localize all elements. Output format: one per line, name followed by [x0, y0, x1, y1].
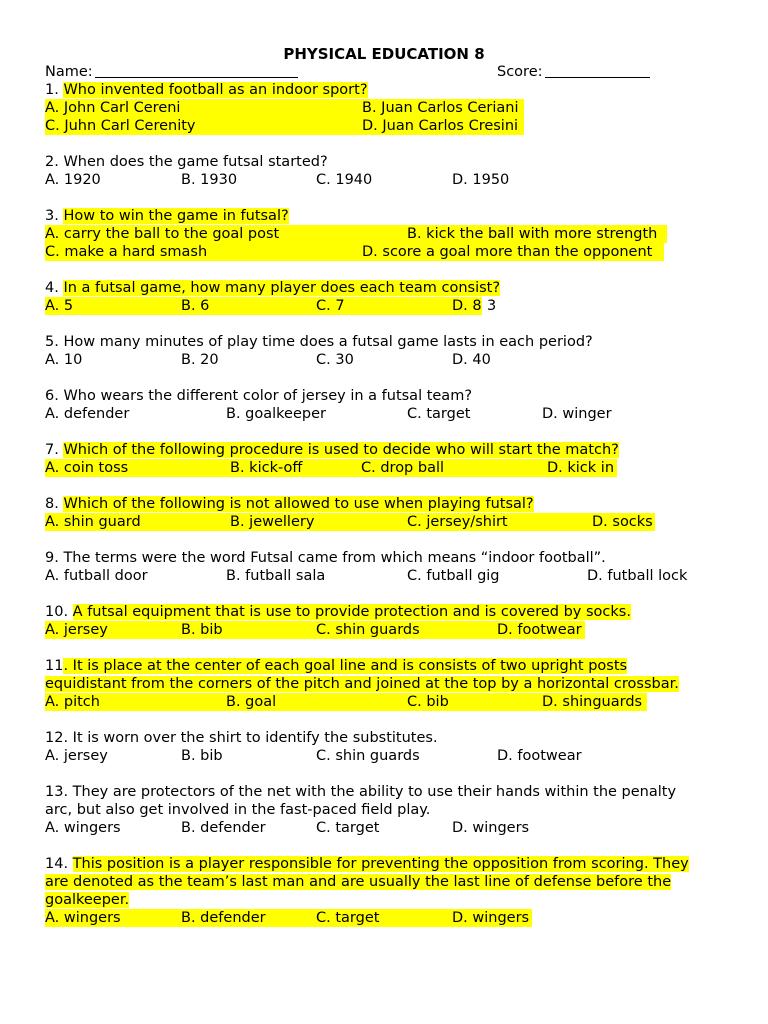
question-12: 12. It is worn over the shirt to identify the substitutes. [45, 730, 438, 746]
question-4-options [45, 297, 735, 315]
question-11: 11. It is place at the center of each goal line and is consists of two upright posts [45, 658, 628, 674]
option: A. coin toss [45, 459, 230, 477]
question-6-text: Who wears the different color of jersey in a futsal team? [63, 388, 473, 404]
option: C. shin guards [316, 621, 497, 639]
question-14-line3: goalkeeper. [45, 892, 130, 908]
quiz-page [45, 45, 735, 927]
question-3: 3. How to win the game in futsal? [45, 208, 289, 224]
question-8-options [45, 513, 735, 531]
option: B. goal [226, 693, 407, 711]
score-blank [545, 64, 650, 78]
option: D. winger [542, 406, 612, 422]
option: C. bib [407, 693, 542, 711]
option: A. futball door [45, 568, 148, 584]
question-5-options [45, 351, 735, 369]
question-13-line2: arc, but also get involved in the fast-paced field play. [45, 802, 431, 818]
option: B. defender [181, 820, 266, 836]
option: D. Juan Carlos Cresini [362, 117, 524, 135]
option: A. jersey [45, 748, 108, 764]
option: A. pitch [45, 693, 226, 711]
option: A. wingers [45, 820, 121, 836]
question-14-options [45, 909, 735, 927]
option: C. target [407, 406, 471, 422]
option: C. make a hard smash [45, 243, 362, 261]
option: A. 5 [45, 297, 181, 315]
option: A. defender [45, 406, 130, 422]
question-6: 6. Who wears the different color of jersey in a futsal team? [45, 388, 473, 404]
question-3-options-row1 [45, 225, 735, 243]
option: B. kick the ball with more strength [407, 225, 667, 243]
option: B. 20 [181, 352, 219, 368]
question-2: 2. When does the game futsal started? [45, 154, 328, 170]
question-14: 14. This position is a player responsible for preventing the opposition from scoring. They [45, 856, 689, 872]
option: C. 7 [316, 297, 452, 315]
option: A. shin guard [45, 513, 230, 531]
question-4: 4. In a futsal game, how many player does each team consist? [45, 280, 501, 296]
option: D. footwear [497, 621, 585, 639]
question-3-options-row2 [45, 243, 735, 261]
question-1-options-row1 [45, 99, 735, 117]
question-9-options [45, 567, 735, 585]
option: B. 6 [181, 297, 316, 315]
option: B. Juan Carlos Ceriani [362, 99, 524, 117]
option: C. drop ball [361, 459, 547, 477]
option: D. score a goal more than the opponent [362, 243, 664, 261]
option: C. shin guards [316, 748, 420, 764]
question-2-text: When does the game futsal started? [63, 154, 328, 170]
option: A. wingers [45, 909, 181, 927]
question-9: 9. The terms were the word Futsal came from which means “indoor football”. [45, 550, 606, 566]
handwritten-extra: 3 [487, 298, 497, 314]
question-7: 7. Which of the following procedure is used to decide who will start the match? [45, 442, 619, 458]
question-13-text: They are protectors of the net with the ability to use their hands within the penalty [72, 784, 677, 800]
option: D. 40 [452, 352, 491, 368]
option: D. footwear [497, 748, 582, 764]
question-2-options [45, 171, 735, 189]
option: C. jersey/shirt [407, 513, 592, 531]
option: D. shinguards [542, 693, 647, 711]
option: D. futball lock [587, 568, 688, 584]
option: A. jersey [45, 621, 181, 639]
question-8: 8. Which of the following is not allowed to use when playing futsal? [45, 496, 534, 512]
option: D. kick in [547, 459, 617, 477]
option: B. futball sala [226, 568, 326, 584]
question-11-line2: equidistant from the corners of the pitch and joined at the top by a horizontal crossbar. [45, 676, 679, 692]
option: B. jewellery [230, 513, 407, 531]
question-13-options [45, 819, 735, 837]
option: D. 8 [452, 298, 482, 314]
question-14-line2: are denoted as the team’s last man and are usually the last line of defense before the [45, 874, 672, 890]
question-10: 10. A futsal equipment that is use to provide protection and is covered by socks. [45, 604, 631, 620]
question-5-text: How many minutes of play time does a futsal game lasts in each period? [63, 334, 593, 350]
question-7-text: Which of the following procedure is used to decide who will start the match? [63, 442, 619, 458]
option: C. target [316, 820, 380, 836]
option: C. futball gig [407, 568, 500, 584]
option: B. goalkeeper [226, 406, 326, 422]
question-9-text: The terms were the word Futsal came from which means “indoor football”. [63, 550, 606, 566]
option: C. target [316, 909, 452, 927]
question-3-text: How to win the game in futsal? [63, 208, 289, 224]
question-6-options [45, 405, 735, 423]
option: D. 1950 [452, 172, 510, 188]
option: B. bib [181, 621, 316, 639]
question-13: 13. They are protectors of the net with the ability to use their hands within the penalty [45, 784, 677, 800]
name-label: Name: [45, 64, 93, 80]
question-14-text: This position is a player responsible for preventing the opposition from scoring. They [72, 856, 689, 872]
option: B. bib [181, 748, 223, 764]
question-10-options [45, 621, 735, 639]
option: A. carry the ball to the goal post [45, 225, 407, 243]
score-label: Score: [497, 64, 543, 80]
question-12-options [45, 747, 735, 765]
option: B. 1930 [181, 172, 238, 188]
question-1-options-row2 [45, 117, 735, 135]
option: B. defender [181, 909, 316, 927]
header-row [45, 63, 735, 81]
option: D. socks [592, 513, 655, 531]
option: A. John Carl Cereni [45, 99, 362, 117]
question-11-options [45, 693, 735, 711]
question-11-text: . It is place at the center of each goal line and is consists of two upright posts [63, 658, 628, 674]
question-8-text: Which of the following is not allowed to use when playing futsal? [63, 496, 534, 512]
option: D. wingers [452, 820, 530, 836]
question-4-text: In a futsal game, how many player does each team consist? [63, 280, 501, 296]
option: A. 10 [45, 352, 83, 368]
option: B. kick-off [230, 459, 361, 477]
name-blank [95, 64, 298, 78]
option: C. 1940 [316, 172, 373, 188]
option: C. Juhn Carl Cerenity [45, 117, 362, 135]
question-1: 1. Who invented football as an indoor sport? [45, 82, 368, 98]
question-5: 5. How many minutes of play time does a futsal game lasts in each period? [45, 334, 593, 350]
question-1-text: Who invented football as an indoor sport? [63, 82, 368, 98]
question-12-text: It is worn over the shirt to identify the substitutes. [72, 730, 438, 746]
option: A. 1920 [45, 172, 101, 188]
option: D. wingers [452, 909, 532, 927]
question-10-text: A futsal equipment that is use to provide protection and is covered by socks. [72, 604, 631, 620]
option: C. 30 [316, 352, 354, 368]
question-7-options [45, 459, 735, 477]
page-title: PHYSICAL EDUCATION 8 [283, 45, 485, 63]
